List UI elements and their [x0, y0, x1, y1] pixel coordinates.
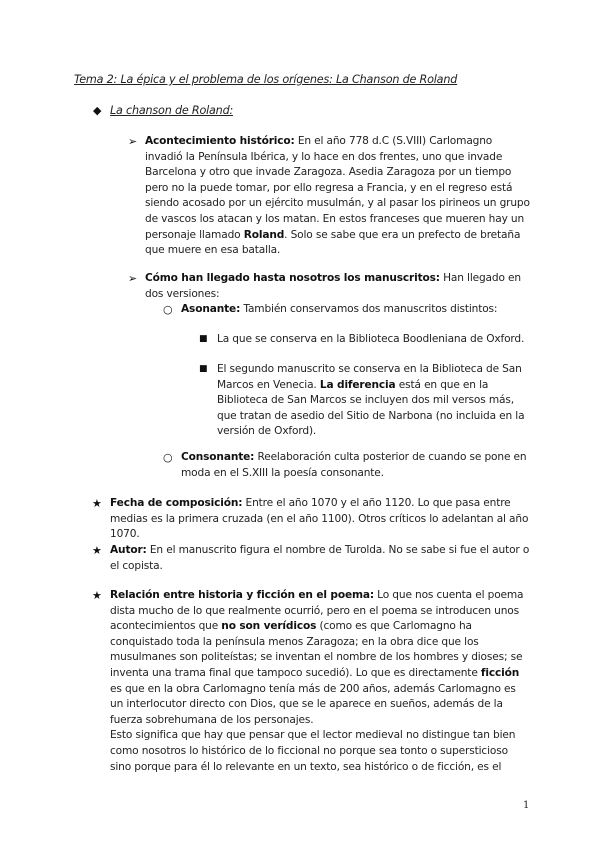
fecha-label: Fecha de composición:: [110, 497, 243, 509]
asonante-text: También conservamos dos manuscritos distintos:: [240, 303, 498, 315]
consonante-text: Reelaboración culta posterior de cuando se pone en moda en el S.XIII la poesía consonante.: [181, 451, 527, 479]
star-bullet-icon: ★: [92, 544, 102, 557]
autor-paragraph: [110, 543, 531, 574]
relacion-text-2: (como es que Carlomagno ha conquistado toda la península menos Zaragoza; en la obra dice que los musulmanes son politeístas; se inventan el nombre de los hombres y dioses; se inventa una trama final que tampoco sucedió). Lo que es directamente: [110, 620, 523, 679]
item-1: La que se conserva en la Biblioteca Boodleniana de Oxford.: [217, 333, 525, 345]
relacion-label: Relación entre historia y ficción en el poema:: [110, 589, 374, 601]
arrow-bullet-icon: ➢: [128, 272, 138, 285]
acontecimiento-paragraph: [145, 134, 530, 259]
consonante-paragraph: [181, 450, 531, 481]
ficcion-label: ficción: [480, 666, 520, 679]
relacion-paragraph: [110, 588, 531, 775]
fecha-paragraph: [110, 496, 531, 543]
consonante-label: Consonante:: [181, 451, 255, 463]
manuscritos-label: Cómo han llegado hasta nosotros los manuscritos:: [145, 272, 440, 284]
asonante-paragraph: [181, 302, 531, 318]
relacion-text-3: es que en la obra Carlomagno tenía más de 200 años, además Carlomagno es un interlocutor directo con Dios, que se le aparece en sueños, además de la fuerza sobrehumana de los personajes.: [110, 682, 516, 726]
circle-bullet-icon: ○: [163, 451, 173, 464]
star-bullet-icon: ★: [92, 589, 102, 602]
square-bullet-icon: ■: [199, 364, 208, 374]
manuscritos-paragraph: [145, 271, 530, 302]
page-title: Tema 2: La épica y el problema de los orígenes: La Chanson de Roland: [74, 73, 458, 86]
circle-bullet-icon: ○: [163, 303, 173, 316]
arrow-bullet-icon: ➢: [128, 135, 138, 148]
roland-name: Roland: [243, 228, 285, 241]
section-heading: La chanson de Roland:: [110, 104, 234, 117]
item-2-text: El segundo manuscrito se conserva en la Biblioteca de San Marcos en Venecia.: [217, 363, 522, 391]
relacion-paragraph-2: Esto significa que hay que pensar que el lector medieval no distingue tan bien como nosotros lo histórico de lo ficcional no porque sea tonto o supersticioso sino porque para él lo relevante en un texto, sea histórico o de ficción, es el: [110, 729, 516, 773]
acontecimiento-label: Acontecimiento histórico:: [145, 135, 295, 147]
autor-label: Autor:: [110, 544, 147, 556]
diferencia-label: La diferencia: [319, 378, 396, 391]
fecha-text: Entre el año 1070 y el año 1120. Lo que pasa entre medias es la primera cruzada (en el año 1100). Otros críticos lo adelantan al año 1070.: [110, 497, 529, 541]
manuscritos-text: Han llegado en dos versiones:: [145, 272, 521, 300]
item-2-text2: está en que en la Biblioteca de San Marcos se incluyen dos mil versos más, que tratan de asedio del Sitio de Narbona (no incluida en la versión de Oxford).: [217, 378, 525, 438]
autor-text: En el manuscrito figura el nombre de Turolda. No se sabe si fue el autor o el copista.: [110, 544, 530, 572]
star-bullet-icon: ★: [92, 497, 102, 510]
page-number: 1: [523, 800, 530, 811]
no-veridicos-label: no son verídicos: [221, 620, 317, 633]
item-2: [217, 362, 531, 440]
asonante-label: Asonante:: [181, 303, 241, 315]
diamond-bullet-icon: ◆: [93, 104, 102, 117]
acontecimiento-text: En el año 778 d.C (S.VIII) Carlomagno invadió la Península Ibérica, y lo hace en dos frentes, uno que invade Barcelona y otro que invade Zaragoza. Asedia Zaragoza por un tiempo pero no la puede tomar, por ello regresa a Francia, y en el regreso está siendo acosado por un ejército musulmán, y al pasar los pirineos un grupo de vascos los atacan y los matan. En estos franceses que mueren hay un personaje llamado: [145, 135, 530, 241]
square-bullet-icon: ■: [199, 334, 208, 344]
acontecimiento-text2: . Solo se sabe que era un prefecto de bretaña que muere en esa batalla.: [145, 228, 521, 257]
relacion-text-1: Lo que nos cuenta el poema dista mucho de lo que realmente ocurrió, pero en el poema se introducen unos acontecimientos que: [110, 589, 524, 633]
